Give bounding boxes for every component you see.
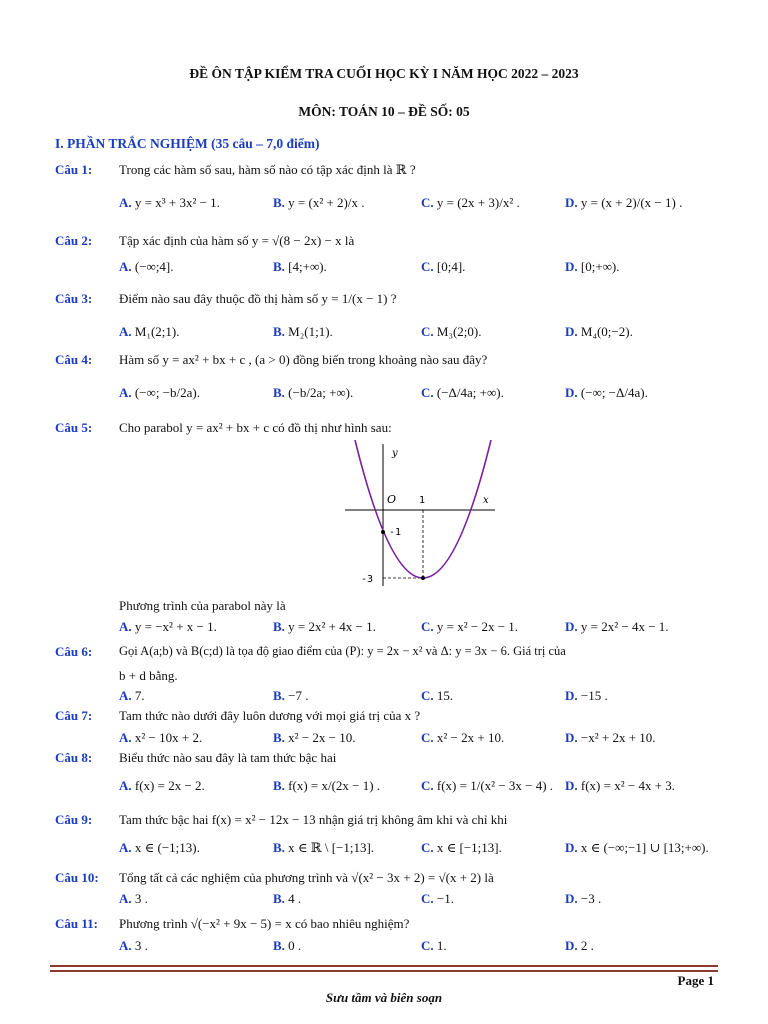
footer-rule [50,970,718,972]
question-label: Câu 2: [55,233,93,248]
question-label: Câu 10: [55,870,99,885]
option-c[interactable]: C. y = (2x + 3)/x² . [421,195,520,210]
x-tick-1: 1 [419,495,426,506]
option-b[interactable]: B. M₂(1;1). [273,324,333,339]
option-b[interactable]: B. −7 . [273,688,309,703]
question-label: Câu 3: [55,291,93,306]
option-b[interactable]: B. (−b/2a; +∞). [273,385,354,400]
option-d[interactable]: D. [0;+∞). [565,259,620,274]
option-a[interactable]: A. (−∞; −b/2a). [119,385,200,400]
question-text: Biểu thức nào sau đây là tam thức bậc hai [119,750,337,765]
option-c[interactable]: C. [0;4]. [421,259,466,274]
option-b[interactable]: B. x² − 2x − 10. [273,730,356,745]
question-text: Cho parabol y = ax² + bx + c có đồ thị như hình sau: [119,420,392,435]
option-c[interactable]: C. 15. [421,688,454,703]
question-label: Câu 7: [55,708,93,723]
option-c[interactable]: C. f(x) = 1/(x² − 3x − 4) . [421,778,554,793]
question-label: Câu 8: [55,750,93,765]
option-d[interactable]: D. −x² + 2x + 10. [565,730,656,745]
option-c[interactable]: C. y = x² − 2x − 1. [421,619,519,634]
document-subtitle: MÔN: TOÁN 10 – ĐỀ SỐ: 05 [298,104,470,119]
option-b[interactable]: B. y = 2x² + 4x − 1. [273,619,376,634]
option-b[interactable]: B. y = (x² + 2)/x . [273,195,365,210]
option-b[interactable]: B. 0 . [273,938,302,953]
question-label: Câu 6: [55,644,93,659]
option-a[interactable]: A. x² − 10x + 2. [119,730,203,745]
question-text: Gọi A(a;b) và B(c;d) là tọa độ giao điểm của (P): y = 2x − x² và Δ: y = 3x − 6. Giá trị của [119,644,566,658]
option-c[interactable]: C. x ∈ [−1;13]. [421,840,502,855]
option-a[interactable]: A. (−∞;4]. [119,259,174,274]
question-text: Phương trình của parabol này là [119,598,286,613]
option-b[interactable]: B. [4;+∞). [273,259,327,274]
question-text: Tổng tất cả các nghiệm của phương trình và √(x² − 3x + 2) = √(x + 2) là [119,870,494,885]
question-text: Tam thức bậc hai f(x) = x² − 12x − 13 nhận giá trị không âm khi và chỉ khi [119,812,508,827]
option-d[interactable]: D. −15 . [565,688,608,703]
y-axis-label: y [392,448,398,459]
x-axis-label: x [483,495,489,506]
question-text: Điểm nào sau đây thuộc đồ thị hàm số y = 1/(x − 1) ? [119,291,397,306]
question-label: Câu 11: [55,916,98,931]
option-d[interactable]: D. y = (x + 2)/(x − 1) . [565,195,683,210]
option-a[interactable]: A. 7. [119,688,145,703]
question-label: Câu 5: [55,420,93,435]
parabola-graph [345,440,505,588]
option-b[interactable]: B. f(x) = x/(2x − 1) . [273,778,381,793]
question-label: Câu 1: [55,162,93,177]
option-a[interactable]: A. f(x) = 2x − 2. [119,778,205,793]
question-label: Câu 4: [55,352,93,367]
question-text: Phương trình √(−x² + 9x − 5) = x có bao nhiêu nghiệm? [119,916,410,931]
option-c[interactable]: C. M₃(2;0). [421,324,482,339]
section-heading: I. PHẦN TRẮC NGHIỆM (35 câu – 7,0 điểm) [55,136,320,151]
option-c[interactable]: C. 1. [421,938,447,953]
y-tick-minus1: -1 [389,527,402,538]
option-a[interactable]: A. M₁(2;1). [119,324,180,339]
option-b[interactable]: B. x ∈ ℝ \ [−1;13]. [273,840,375,855]
option-d[interactable]: D. −3 . [565,891,602,906]
option-a[interactable]: A. 3 . [119,938,148,953]
option-d[interactable]: D. 2 . [565,938,594,953]
question-text: Tập xác định của hàm số y = √(8 − 2x) − x là [119,233,355,248]
option-c[interactable]: C. (−Δ/4a; +∞). [421,385,504,400]
question-label: Câu 9: [55,812,93,827]
point-y-intercept [381,530,385,534]
option-a[interactable]: A. y = −x² + x − 1. [119,619,217,634]
page-number: Page 1 [677,973,714,988]
footer-rule [50,965,718,967]
question-text: Hàm số y = ax² + bx + c , (a > 0) đồng biến trong khoảng nào sau đây? [119,352,488,367]
option-c[interactable]: C. x² − 2x + 10. [421,730,505,745]
option-d[interactable]: D. f(x) = x² − 4x + 3. [565,778,676,793]
option-c[interactable]: C. −1. [421,891,454,906]
question-text: Trong các hàm số sau, hàm số nào có tập xác định là ℝ ? [119,162,416,177]
point-vertex [421,576,425,580]
option-d[interactable]: D. M₄(0;−2). [565,324,633,339]
option-a[interactable]: A. y = x³ + 3x² − 1. [119,195,220,210]
footer-credit: Sưu tầm và biên soạn [325,990,443,1005]
option-d[interactable]: D. (−∞; −Δ/4a). [565,385,648,400]
option-d[interactable]: D. y = 2x² − 4x − 1. [565,619,669,634]
question-text: b + d bằng. [119,668,178,683]
option-b[interactable]: B. 4 . [273,891,302,906]
y-tick-minus3: -3 [361,574,374,585]
question-text: Tam thức nào dưới đây luôn dương với mọi giá trị của x ? [119,708,421,723]
document-title: ĐỀ ÔN TẬP KIỂM TRA CUỐI HỌC KỲ I NĂM HỌC 2022 – 2023 [189,66,579,81]
option-d[interactable]: D. x ∈ (−∞;−1] ∪ [13;+∞). [565,840,709,855]
option-a[interactable]: A. x ∈ (−1;13). [119,840,200,855]
option-a[interactable]: A. 3 . [119,891,148,906]
origin-label: O [387,493,397,506]
